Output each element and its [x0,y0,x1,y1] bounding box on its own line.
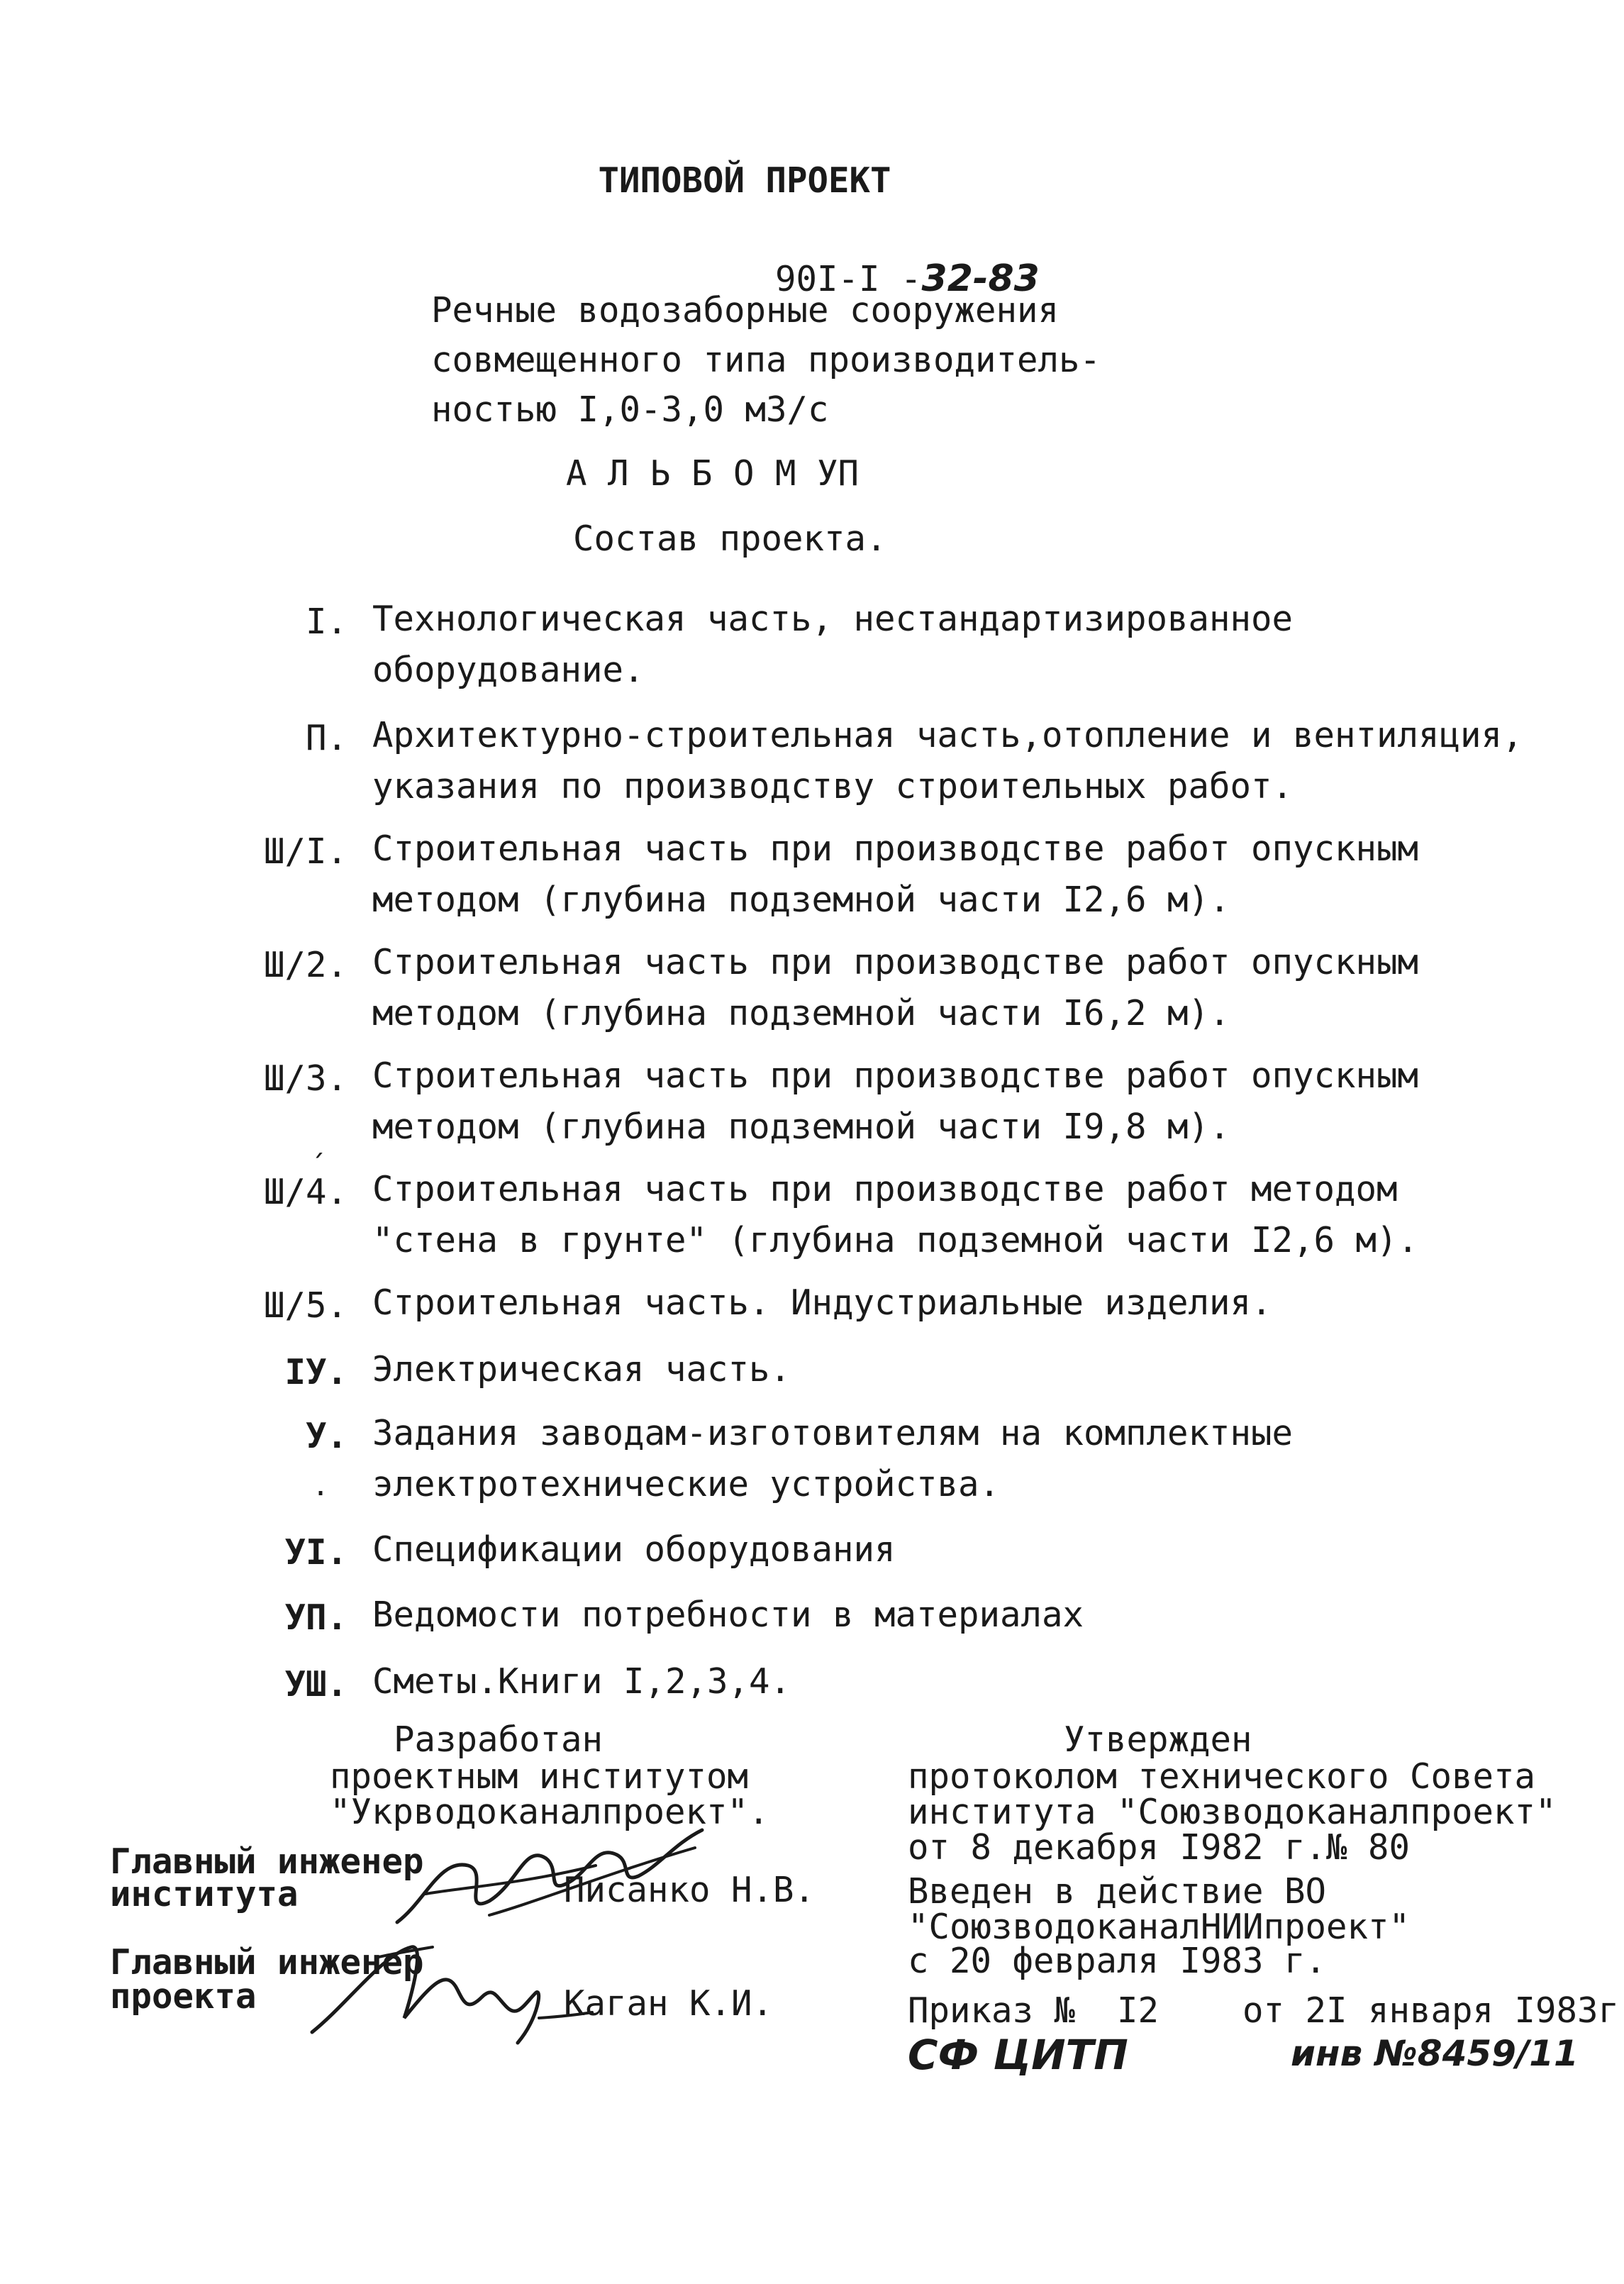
subtitle-line-2: совмещенного типа производитель- [431,340,1101,380]
developed-institute-name: "Укрводоканалпроект". [330,1792,769,1832]
item-text: методом (глубина подземной части I6,2 м). [372,993,1230,1033]
approved-label: Утвержден [1064,1719,1252,1760]
item-text: Ведомости потребности в материалах [372,1595,1084,1635]
approved-line: протоколом технического Совета [908,1756,1536,1797]
document-title: ТИПОВОЙ ПРОЕКТ [598,160,891,201]
signatory-role: Главный инженер [110,1942,424,1983]
project-number-handwritten: 32-83 [921,257,1040,300]
signatory-role: Главный инженер [110,1841,424,1882]
item-text: Сметы.Книги I,2,3,4. [372,1661,791,1702]
stray-mark: ˏ [311,1124,328,1157]
item-number: Ш/3. [263,1058,347,1099]
item-text: Строительная часть при производстве работ опускным [372,828,1419,869]
item-number: П. [305,718,347,758]
developed-label: Разработан [394,1719,604,1760]
item-number: Ш/2. [263,945,347,985]
developed-institute: проектным институтом [330,1756,749,1797]
item-text: электротехнические устройства. [372,1464,1001,1504]
item-number: IУ. [284,1352,347,1392]
item-number: Ш/5. [263,1285,347,1326]
approved-line: от 8 декабря I982 г.№ 80 [908,1827,1411,1868]
signatory-role: проекта [110,1976,257,2017]
signatory-name: Каган К.И. [564,1983,774,2024]
approved-line: института "Союзводоканалпроект" [908,1792,1557,1832]
approved-line: с 20 февраля I983 г. [908,1941,1327,1981]
item-text: Строительная часть при производстве работ опускным [372,942,1419,982]
item-text: оборудование. [372,650,645,690]
item-number: Ш/I. [263,831,347,872]
approved-line: "СоюзводоканалНИИпроект" [908,1907,1411,1947]
album-label: А Л Ь Б О М УП [566,453,860,494]
approved-line: Введен в действие ВО [908,1871,1327,1912]
contents-heading: Состав проекта. [573,519,887,559]
item-number: УП. [284,1597,347,1638]
item-number: У. [305,1416,347,1456]
item-text: Строительная часть при производстве работ опускным [372,1055,1419,1096]
item-number: I. [305,602,347,642]
item-text: "стена в грунте" (глубина подземной части I2,6 м). [372,1220,1419,1260]
item-number: УI. [284,1532,347,1573]
item-number: Ш/4. [263,1172,347,1212]
subtitle-line-3: ностью I,0-3,0 м3/с [431,389,829,430]
item-number: УШ. [284,1664,347,1704]
item-text: Архитектурно-строительная часть,отопление и вентиляция, [372,715,1523,755]
signature-chief-engineer-institute [383,1816,723,1936]
item-text: методом (глубина подземной части I2,6 м). [372,880,1230,920]
item-text: Технологическая часть, нестандартизированное [372,599,1294,639]
stamp-left: СФ ЦИТП [908,2031,1128,2079]
item-text: Задания заводам-изготовителям на комплектные [372,1413,1294,1453]
signature-chief-engineer-project [305,1926,603,2053]
item-text: Спецификации оборудования [372,1529,896,1570]
order-line: Приказ № I2 от 2I января I983г [908,1990,1620,2031]
signatory-role: института [110,1874,299,1914]
item-text: указания по производству строительных работ. [372,766,1294,806]
item-text: Строительная часть. Индустриальные изделия. [372,1282,1272,1323]
item-text: методом (глубина подземной части I9,8 м). [372,1107,1230,1147]
item-text: Электрическая часть. [372,1349,791,1390]
item-text: Строительная часть при производстве работ методом [372,1169,1398,1209]
stray-mark: . [312,1470,330,1502]
subtitle-line-1: Речные водозаборные сооружения [431,290,1060,331]
stamp-inventory: инв №8459/11 [1291,2033,1579,2074]
signatory-name: Писанко Н.В. [564,1870,816,1910]
project-number-printed: 90I-I - [775,259,922,299]
